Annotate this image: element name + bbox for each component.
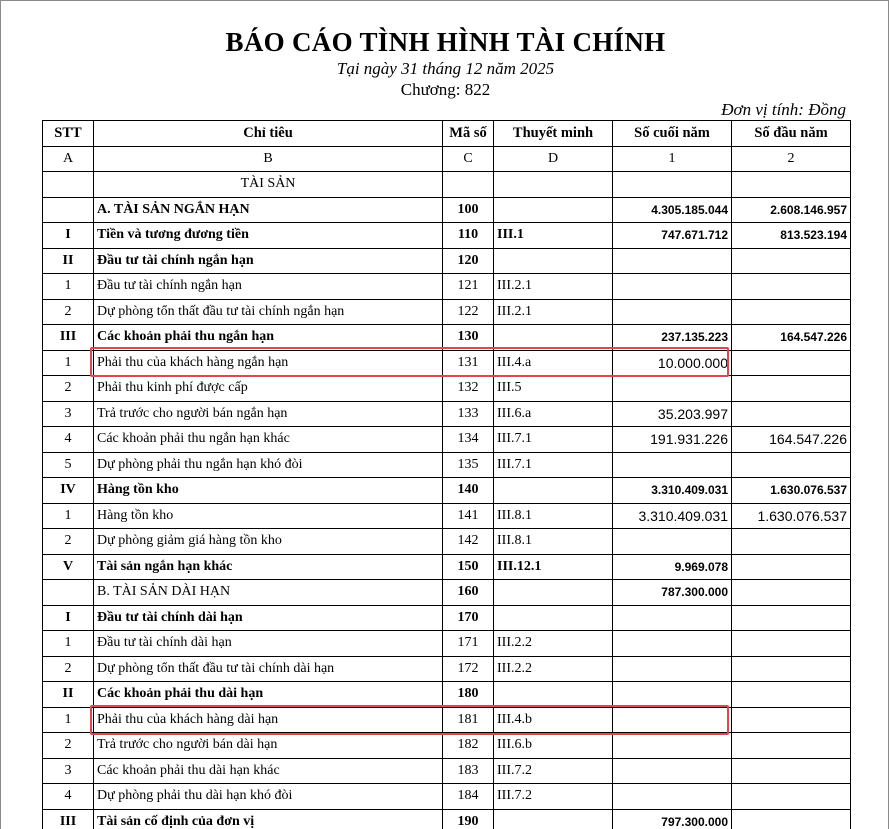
- row-stt: 2: [43, 299, 94, 325]
- key-2: 2: [732, 146, 851, 172]
- row-indicator: Dự phòng phải thu dài hạn khó đòi: [94, 784, 443, 810]
- row-end-year: [613, 605, 732, 631]
- row-stt: 1: [43, 274, 94, 300]
- row-end-year: [613, 452, 732, 478]
- row-end-year: [613, 656, 732, 682]
- row-code: 150: [443, 554, 494, 580]
- row-end-year: 10.000.000: [613, 350, 732, 376]
- row-start-year: [732, 707, 851, 733]
- row-stt: 1: [43, 350, 94, 376]
- row-stt: 1: [43, 503, 94, 529]
- row-indicator: Phải thu kinh phí được cấp: [94, 376, 443, 402]
- row-code: 110: [443, 223, 494, 249]
- table-row: [43, 299, 851, 325]
- row-start-year: [732, 350, 851, 376]
- row-note: III.8.1: [494, 503, 613, 529]
- row-start-year: 164.547.226: [732, 427, 851, 453]
- row-note: III.5: [494, 376, 613, 402]
- row-end-year: [613, 758, 732, 784]
- row-stt: III: [43, 325, 94, 351]
- row-indicator: Tài sản cố định của đơn vị: [94, 809, 443, 829]
- row-start-year: [732, 758, 851, 784]
- row-indicator: Các khoản phải thu ngắn hạn: [94, 325, 443, 351]
- key-b: B: [94, 146, 443, 172]
- col-end-year: Số cuối năm: [613, 121, 732, 147]
- table-row: [43, 401, 851, 427]
- row-stt: I: [43, 605, 94, 631]
- row-code: 170: [443, 605, 494, 631]
- row-start-year: 1.630.076.537: [732, 503, 851, 529]
- row-end-year: 747.671.712: [613, 223, 732, 249]
- row-indicator: Tài sản ngắn hạn khác: [94, 554, 443, 580]
- row-code: 181: [443, 707, 494, 733]
- table-row: [43, 248, 851, 274]
- row-note: [494, 197, 613, 223]
- row-start-year: [732, 299, 851, 325]
- row-start-year: [732, 376, 851, 402]
- row-indicator: Phải thu của khách hàng ngắn hạn: [94, 350, 443, 376]
- row-note: III.4.a: [494, 350, 613, 376]
- report-chapter: Chương: 822: [400, 80, 491, 99]
- row-indicator: Các khoản phải thu dài hạn khác: [94, 758, 443, 784]
- table-row: [43, 631, 851, 657]
- row-note: [494, 478, 613, 504]
- report-date: Tại ngày 31 tháng 12 năm 2025: [336, 59, 555, 78]
- row-indicator: Đầu tư tài chính dài hạn: [94, 605, 443, 631]
- row-code: 122: [443, 299, 494, 325]
- row-stt: [43, 197, 94, 223]
- row-end-year: [613, 248, 732, 274]
- row-start-year: 2.608.146.957: [732, 197, 851, 223]
- row-indicator: Dự phòng giảm giá hàng tồn kho: [94, 529, 443, 555]
- table-row: [43, 223, 851, 249]
- row-stt: II: [43, 248, 94, 274]
- row-code: 100: [443, 197, 494, 223]
- row-end-year: 797.300.000: [613, 809, 732, 829]
- row-indicator: Trả trước cho người bán dài hạn: [94, 733, 443, 759]
- row-stt: [43, 172, 94, 198]
- row-code: 131: [443, 350, 494, 376]
- row-stt: [43, 580, 94, 606]
- row-code: 180: [443, 682, 494, 708]
- row-code: 133: [443, 401, 494, 427]
- row-stt: 1: [43, 707, 94, 733]
- col-note: Thuyết minh: [494, 121, 613, 147]
- row-stt: 2: [43, 376, 94, 402]
- row-end-year: [613, 172, 732, 198]
- row-start-year: [732, 631, 851, 657]
- table-row: [43, 733, 851, 759]
- row-code: 183: [443, 758, 494, 784]
- row-code: 135: [443, 452, 494, 478]
- row-code: 120: [443, 248, 494, 274]
- column-key-row: [43, 146, 851, 172]
- row-start-year: [732, 809, 851, 829]
- row-stt: IV: [43, 478, 94, 504]
- row-code: 172: [443, 656, 494, 682]
- key-d: D: [494, 146, 613, 172]
- row-note: III.7.2: [494, 758, 613, 784]
- row-note: III.4.b: [494, 707, 613, 733]
- currency-unit: Đơn vị tính: Đồng: [721, 100, 846, 119]
- row-indicator: TÀI SẢN: [94, 172, 443, 198]
- row-stt: 5: [43, 452, 94, 478]
- row-note: III.6.b: [494, 733, 613, 759]
- row-indicator: Đầu tư tài chính ngắn hạn: [94, 274, 443, 300]
- row-stt: 4: [43, 427, 94, 453]
- row-stt: 2: [43, 733, 94, 759]
- row-stt: V: [43, 554, 94, 580]
- row-stt: I: [43, 223, 94, 249]
- row-code: 190: [443, 809, 494, 829]
- row-note: [494, 809, 613, 829]
- row-end-year: 9.969.078: [613, 554, 732, 580]
- table-row: [43, 809, 851, 829]
- table-row: [43, 376, 851, 402]
- row-end-year: [613, 784, 732, 810]
- col-start-year: Số đầu năm: [732, 121, 851, 147]
- row-indicator: B. TÀI SẢN DÀI HẠN: [94, 580, 443, 606]
- row-note: [494, 248, 613, 274]
- row-note: III.1: [494, 223, 613, 249]
- row-indicator: Hàng tồn kho: [94, 503, 443, 529]
- col-stt: STT: [43, 121, 94, 147]
- row-stt: 4: [43, 784, 94, 810]
- report-title: BÁO CÁO TÌNH HÌNH TÀI CHÍNH: [225, 27, 666, 57]
- table-row: [43, 172, 851, 198]
- row-start-year: [732, 605, 851, 631]
- table-row: [43, 197, 851, 223]
- row-start-year: 813.523.194: [732, 223, 851, 249]
- key-1: 1: [613, 146, 732, 172]
- row-indicator: Dự phòng tổn thất đầu tư tài chính ngắn hạn: [94, 299, 443, 325]
- row-start-year: [732, 529, 851, 555]
- row-indicator: Các khoản phải thu dài hạn: [94, 682, 443, 708]
- row-end-year: 4.305.185.044: [613, 197, 732, 223]
- header-row: [43, 121, 851, 147]
- table-row: [43, 478, 851, 504]
- key-a: A: [43, 146, 94, 172]
- row-note: [494, 172, 613, 198]
- col-indicator: Chỉ tiêu: [94, 121, 443, 147]
- row-end-year: [613, 733, 732, 759]
- row-note: III.2.2: [494, 631, 613, 657]
- table-row: [43, 758, 851, 784]
- row-note: III.7.1: [494, 427, 613, 453]
- row-start-year: [732, 656, 851, 682]
- row-code: 140: [443, 478, 494, 504]
- row-note: III.2.2: [494, 656, 613, 682]
- row-end-year: [613, 631, 732, 657]
- table-row: [43, 427, 851, 453]
- row-indicator: Dự phòng phải thu ngắn hạn khó đòi: [94, 452, 443, 478]
- row-stt: II: [43, 682, 94, 708]
- col-code: Mã số: [443, 121, 494, 147]
- row-stt: III: [43, 809, 94, 829]
- row-indicator: Hàng tồn kho: [94, 478, 443, 504]
- row-indicator: Đầu tư tài chính dài hạn: [94, 631, 443, 657]
- row-start-year: 164.547.226: [732, 325, 851, 351]
- row-indicator: Đầu tư tài chính ngắn hạn: [94, 248, 443, 274]
- row-note: III.2.1: [494, 299, 613, 325]
- row-note: III.2.1: [494, 274, 613, 300]
- row-code: 142: [443, 529, 494, 555]
- row-start-year: 1.630.076.537: [732, 478, 851, 504]
- table-row: [43, 656, 851, 682]
- row-end-year: [613, 682, 732, 708]
- row-note: [494, 682, 613, 708]
- row-end-year: 3.310.409.031: [613, 478, 732, 504]
- row-end-year: 191.931.226: [613, 427, 732, 453]
- row-indicator: Tiền và tương đương tiền: [94, 223, 443, 249]
- row-note: III.8.1: [494, 529, 613, 555]
- row-stt: 3: [43, 401, 94, 427]
- row-code: [443, 172, 494, 198]
- row-end-year: 237.135.223: [613, 325, 732, 351]
- row-start-year: [732, 682, 851, 708]
- table-row: [43, 580, 851, 606]
- row-note: III.6.a: [494, 401, 613, 427]
- row-indicator: Phải thu của khách hàng dài hạn: [94, 707, 443, 733]
- row-end-year: [613, 376, 732, 402]
- row-start-year: [732, 401, 851, 427]
- table-row: [43, 274, 851, 300]
- row-code: 171: [443, 631, 494, 657]
- table-row: [43, 503, 851, 529]
- row-indicator: Các khoản phải thu ngắn hạn khác: [94, 427, 443, 453]
- row-stt: 3: [43, 758, 94, 784]
- row-start-year: [732, 733, 851, 759]
- row-indicator: Trả trước cho người bán ngắn hạn: [94, 401, 443, 427]
- row-start-year: [732, 248, 851, 274]
- row-start-year: [732, 580, 851, 606]
- row-stt: 1: [43, 631, 94, 657]
- row-code: 184: [443, 784, 494, 810]
- row-stt: 2: [43, 656, 94, 682]
- row-code: 134: [443, 427, 494, 453]
- table-row: [43, 784, 851, 810]
- row-note: [494, 580, 613, 606]
- row-end-year: [613, 274, 732, 300]
- row-note: III.7.2: [494, 784, 613, 810]
- row-stt: 2: [43, 529, 94, 555]
- row-code: 132: [443, 376, 494, 402]
- key-c: C: [443, 146, 494, 172]
- row-end-year: [613, 529, 732, 555]
- table-row: [43, 605, 851, 631]
- row-start-year: [732, 554, 851, 580]
- row-indicator: Dự phòng tổn thất đầu tư tài chính dài hạn: [94, 656, 443, 682]
- row-end-year: 3.310.409.031: [613, 503, 732, 529]
- row-code: 130: [443, 325, 494, 351]
- row-end-year: 35.203.997: [613, 401, 732, 427]
- table-row: [43, 554, 851, 580]
- row-start-year: [732, 274, 851, 300]
- table-row: [43, 529, 851, 555]
- row-code: 160: [443, 580, 494, 606]
- row-start-year: [732, 452, 851, 478]
- highlight-long-term-receivable: [90, 705, 729, 735]
- table-row: [43, 452, 851, 478]
- row-end-year: [613, 299, 732, 325]
- row-code: 141: [443, 503, 494, 529]
- row-start-year: [732, 784, 851, 810]
- row-note: III.12.1: [494, 554, 613, 580]
- table-row: [43, 682, 851, 708]
- row-note: III.7.1: [494, 452, 613, 478]
- row-start-year: [732, 172, 851, 198]
- row-code: 121: [443, 274, 494, 300]
- highlight-short-term-receivable: [90, 347, 729, 377]
- row-code: 182: [443, 733, 494, 759]
- row-indicator: A. TÀI SẢN NGẮN HẠN: [94, 197, 443, 223]
- row-end-year: 787.300.000: [613, 580, 732, 606]
- row-note: [494, 605, 613, 631]
